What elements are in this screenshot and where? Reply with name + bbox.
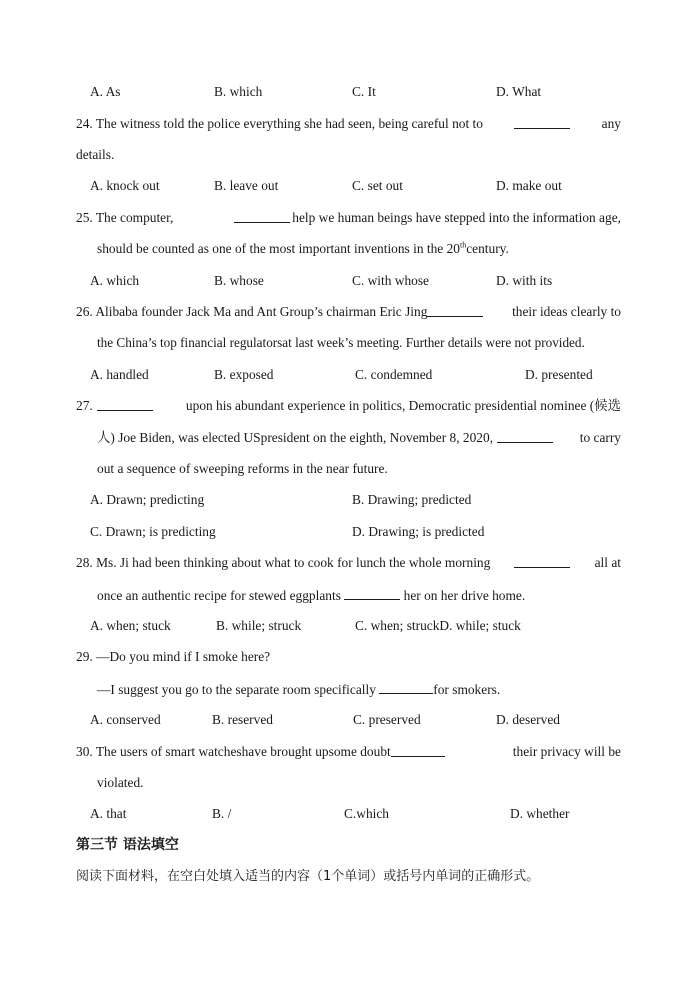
q26-stem: 26. Alibaba founder Jack Ma and Ant Group’s chairman Eric Jing: [76, 304, 428, 319]
q24-stem-cont: details.: [76, 147, 115, 162]
q23-option-c: C. It: [352, 84, 376, 99]
q23-option-d: D. What: [496, 84, 542, 99]
q28-stem-end: her on her drive home.: [403, 588, 526, 603]
q29-option-c: C. preserved: [353, 712, 421, 727]
q24-blank: [514, 115, 570, 129]
q29-stem-end: for smokers.: [433, 682, 501, 697]
q28-option-b: B. while; struck: [216, 618, 302, 633]
q26-blank: [427, 303, 483, 317]
q29-option-a: A. conserved: [90, 712, 161, 727]
q29-stem-cont: —I suggest you go to the separate room specifically: [97, 682, 376, 697]
q28-stem-cont: once an authentic recipe for stewed eggplants: [97, 588, 341, 603]
q27-stem-cont: 人) Joe Biden, was elected USpresident on the eighth, November 8, 2020,: [97, 430, 494, 445]
q23-option-b: B. which: [214, 84, 263, 99]
q26-option-d: D. presented: [525, 367, 593, 382]
q27-option-b: B. Drawing; predicted: [352, 492, 472, 507]
q28-option-c: C. when; struckD. while; stuck: [355, 618, 521, 633]
section-title: 第三节 语法填空: [76, 837, 179, 853]
q24-option-a: A. knock out: [90, 178, 160, 193]
q26-option-b: B. exposed: [214, 367, 274, 382]
q30-stem-end: their privacy will be: [512, 744, 621, 759]
q26-option-a: A. handled: [90, 367, 149, 382]
q25-option-b: B. whose: [214, 273, 264, 288]
q30-stem-cont: violated.: [97, 775, 144, 790]
q25-stem-mid: help we human beings have stepped into the information age,: [292, 210, 621, 225]
q27-option-d: D. Drawing; is predicted: [352, 524, 485, 539]
q27-blank-2: [497, 429, 553, 443]
q30-option-d: D. whether: [510, 806, 570, 821]
q25-option-c: C. with whose: [352, 273, 429, 288]
q30-option-b: B. /: [212, 806, 232, 821]
q28-stem-mid: all at: [594, 555, 621, 570]
q27-option-c: C. Drawn; is predicting: [90, 524, 216, 539]
q28-stem: 28. Ms. Ji had been thinking about what to cook for lunch the whole morning: [76, 555, 491, 570]
q24-option-d: D. make out: [496, 178, 562, 193]
q25-stem-cont: should be counted as one of the most important inventions in the 20: [97, 241, 460, 256]
q25-blank: [234, 209, 290, 223]
q29-blank: [379, 680, 433, 694]
q30-option-c: C.which: [344, 806, 390, 821]
q25-option-a: A. which: [90, 273, 140, 288]
q30-stem: 30. The users of smart watcheshave brought upsome doubt: [76, 744, 391, 759]
q27-stem: 27.: [76, 398, 93, 413]
q23-option-a: A. As: [90, 84, 121, 99]
q24-stem-end: any: [601, 116, 621, 131]
section-instruction: 阅读下面材料，在空白处填入适当的内容（1个单词）或括号内单词的正确形式。: [76, 869, 540, 884]
q25-option-d: D. with its: [496, 273, 553, 288]
q24-option-c: C. set out: [352, 178, 403, 193]
q28-blank-2: [344, 586, 400, 600]
q25-stem-end: century.: [466, 241, 509, 256]
q25-stem: 25. The computer,: [76, 210, 174, 225]
q29-option-b: B. reserved: [212, 712, 273, 727]
q27-stem-mid-2: to carry: [579, 430, 621, 445]
q24-stem: 24. The witness told the police everything she had seen, being careful not to: [76, 116, 483, 131]
q30-blank: [391, 743, 445, 757]
q27-stem-end: out a sequence of sweeping reforms in the near future.: [97, 461, 388, 476]
q27-option-a: A. Drawn; predicting: [90, 492, 205, 507]
q26-stem-end: their ideas clearly to: [512, 304, 621, 319]
q28-blank-1: [514, 554, 570, 568]
q30-option-a: A. that: [90, 806, 127, 821]
q24-option-b: B. leave out: [214, 178, 279, 193]
q27-stem-mid: upon his abundant experience in politics, Democratic presidential nominee (候选: [185, 398, 621, 413]
q27-blank-1: [97, 397, 153, 411]
q26-option-c: C. condemned: [355, 367, 433, 382]
q29-stem: 29. —Do you mind if I smoke here?: [76, 649, 271, 664]
q26-stem-cont: the China’s top financial regulatorsat last week’s meeting. Further details were not provided.: [97, 335, 585, 350]
q25-superscript: th: [459, 240, 467, 250]
q28-option-a: A. when; stuck: [90, 618, 171, 633]
q29-option-d: D. deserved: [496, 712, 560, 727]
